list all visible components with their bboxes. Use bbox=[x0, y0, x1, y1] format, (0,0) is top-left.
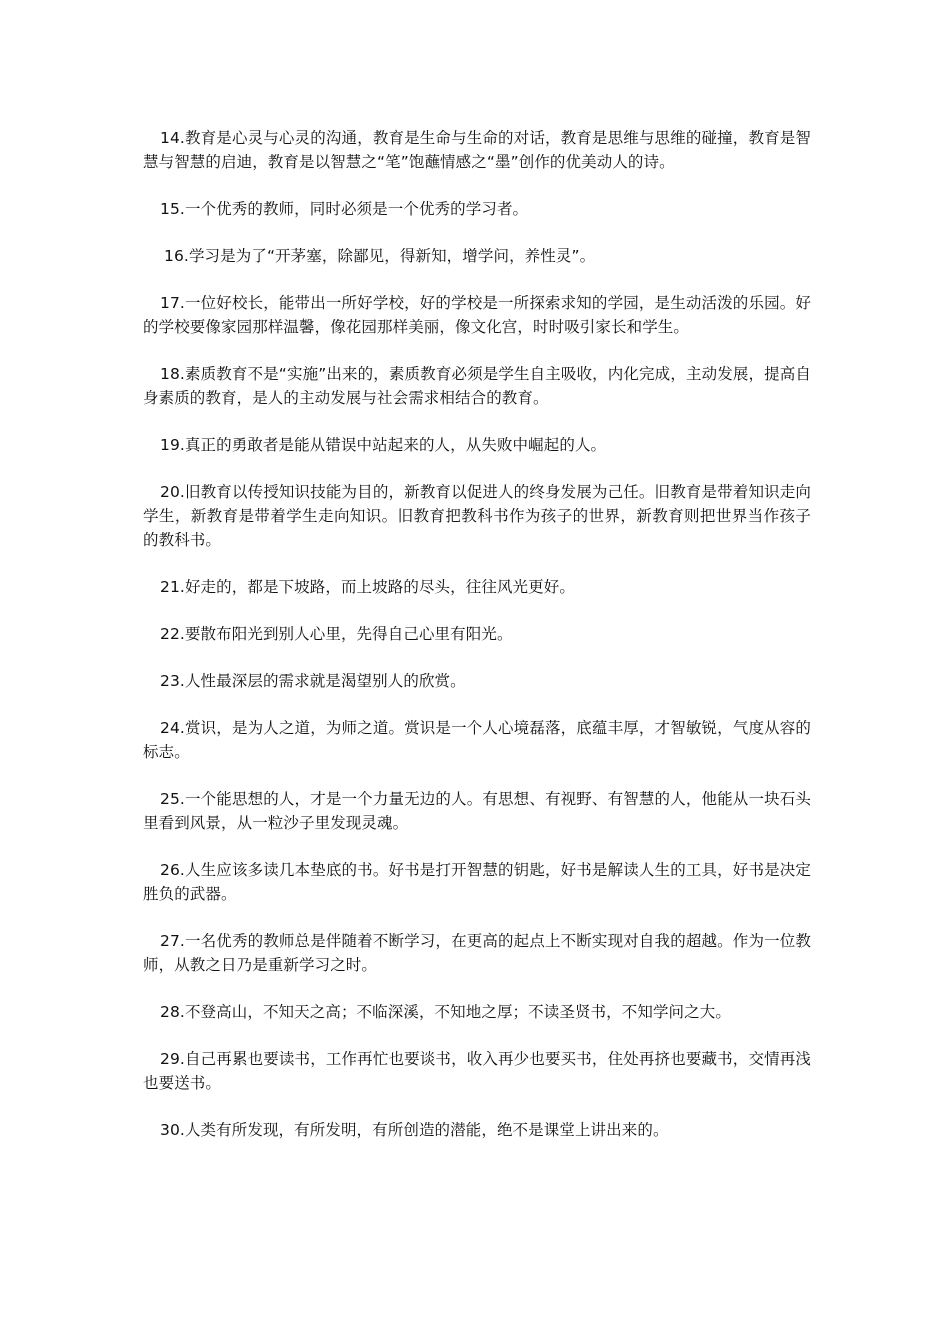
paragraph-17: 17.一位好校长，能带出一所好学校，好的学校是一所探索求知的学园，是生动活泼的乐园。好的学校要像家园那样温馨，像花园那样美丽，像文化宫，时时吸引家长和学生。 bbox=[143, 294, 811, 336]
paragraph-24: 24.赏识，是为人之道，为师之道。赏识是一个人心境磊落，底蕴丰厚，才智敏锐，气度从容的标志。 bbox=[143, 719, 811, 761]
paragraph-23: 23.人性最深层的需求就是渴望别人的欣赏。 bbox=[160, 672, 466, 690]
paragraph-22: 22.要散布阳光到别人心里，先得自己心里有阳光。 bbox=[160, 625, 513, 643]
document-body bbox=[143, 126, 811, 1165]
paragraph-25: 25.一个能思想的人，才是一个力量无边的人。有思想、有视野、有智慧的人，他能从一块石头里看到风景，从一粒沙子里发现灵魂。 bbox=[143, 790, 811, 832]
paragraph-26: 26.人生应该多读几本垫底的书。好书是打开智慧的钥匙，好书是解读人生的工具，好书是决定胜负的武器。 bbox=[143, 861, 811, 903]
paragraph-28: 28.不登高山，不知天之高；不临深溪，不知地之厚；不读圣贤书，不知学问之大。 bbox=[160, 1003, 731, 1021]
paragraph-29: 29.自己再累也要读书，工作再忙也要谈书，收入再少也要买书，住处再挤也要藏书，交情再浅也要送书。 bbox=[143, 1050, 811, 1092]
paragraph-20: 20.旧教育以传授知识技能为目的，新教育以促进人的终身发展为己任。旧教育是带着知识走向学生，新教育是带着学生走向知识。旧教育把教科书作为孩子的世界，新教育则把世界当作孩子的教科书。 bbox=[143, 483, 811, 549]
paragraph-27: 27.一名优秀的教师总是伴随着不断学习，在更高的起点上不断实现对自我的超越。作为一位教师，从教之日乃是重新学习之时。 bbox=[143, 932, 811, 974]
paragraph-16: 16.学习是为了“开茅塞，除鄙见，得新知，增学问，养性灵”。 bbox=[164, 247, 596, 265]
paragraph-30: 30.人类有所发现，有所发明，有所创造的潜能，绝不是课堂上讲出来的。 bbox=[160, 1121, 669, 1139]
paragraph-18: 18.素质教育不是“实施”出来的，素质教育必须是学生自主吸收，内化完成，主动发展，提高自身素质的教育，是人的主动发展与社会需求相结合的教育。 bbox=[143, 365, 811, 407]
paragraph-19: 19.真正的勇敢者是能从错误中站起来的人，从失败中崛起的人。 bbox=[160, 436, 607, 454]
paragraph-14: 14.教育是心灵与心灵的沟通，教育是生命与生命的对话，教育是思维与思维的碰撞，教育是智慧与智慧的启迪，教育是以智慧之“笔”饱蘸情感之“墨”创作的优美动人的诗。 bbox=[143, 129, 811, 171]
paragraph-15: 15.一个优秀的教师，同时必须是一个优秀的学习者。 bbox=[160, 200, 529, 218]
paragraph-21: 21.好走的，都是下坡路，而上坡路的尽头，往往风光更好。 bbox=[160, 578, 575, 596]
